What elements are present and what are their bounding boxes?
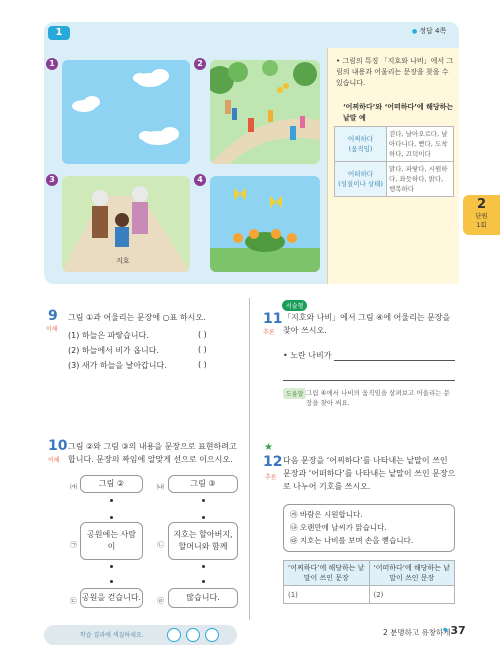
star-icon: ★	[264, 442, 273, 453]
q10-dot[interactable]	[110, 516, 113, 519]
word-type-key: 어떠하다 (성질이나 상태)	[335, 162, 387, 197]
picture-badge-1: 1	[46, 58, 58, 70]
butterfly-flower-illustration	[210, 176, 320, 272]
word-examples: 걷다, 날아오르다, 날아다니다, 뻗다, 도착하다, 끄덕이다	[387, 127, 454, 162]
self-check-label: 학습 결과에 색칠하세요.	[80, 632, 144, 639]
unit-label: 단원	[475, 212, 488, 220]
table-row	[284, 586, 455, 604]
q11-question: 「지호와 나비」에서 그림 ④에 어울리는 문장을 찾아 쓰시오.	[283, 313, 451, 335]
q12-answer-cell-2[interactable]: (2)	[369, 586, 455, 604]
q11-number: 11	[263, 311, 283, 327]
q9-question: 그림 ①과 어울리는 문장에 ○표 하시오.	[68, 313, 206, 322]
q12-level: 추론	[265, 474, 277, 481]
q10-mark-2: ㉡	[157, 541, 164, 549]
neutral-face-icon[interactable]	[186, 628, 200, 642]
q11-answer-line-1[interactable]	[334, 360, 455, 361]
q10-mark-4: ㉣	[157, 597, 164, 605]
q10-bot-box-2[interactable]: 많습니다.	[168, 588, 238, 608]
q9-option-1[interactable]: (1) 하늘은 파랗습니다.	[68, 331, 149, 340]
q12-question: 다음 문장을 ‘어찌하다’를 나타내는 낱말이 쓰인 문장과 ‘어떠하다’를 나타내는 낱말이 쓰인 문장으로 나누어 기호를 쓰시오.	[283, 456, 456, 491]
happy-face-icon[interactable]	[167, 628, 181, 642]
q10-question: 그림 ②와 그림 ③의 내용을 문장으로 표현하려고 합니다. 문장의 짜임에 알맞게 선으로 이으시오.	[68, 442, 237, 464]
q11-hint-tag: 도움말	[283, 388, 306, 399]
q12-col-header-1: ‘어찌하다’에 해당하는 낱말이 쓰인 문장	[284, 561, 370, 586]
q10-mid-box-1[interactable]: 공원에는 사람이	[80, 522, 143, 560]
q12-sentence-3: ㉰ 지호는 나비를 보며 손을 뻗습니다.	[290, 536, 414, 545]
answer-page-link[interactable]: ● 정답 4쪽	[412, 26, 446, 36]
q10-dot[interactable]	[110, 499, 113, 502]
q12-sentence-1: ㉮ 바람은 시원합니다.	[290, 510, 363, 519]
table-row	[335, 162, 454, 197]
q9-option-3[interactable]: (3) 새가 하늘을 날아갑니다.	[68, 361, 167, 370]
picture-badge-4: 4	[194, 174, 206, 186]
park-illustration	[210, 60, 320, 164]
q10-mark-na: ㈏	[157, 483, 164, 491]
session-label: 1회	[476, 221, 487, 229]
q9-option-2[interactable]: (2) 하늘에서 비가 옵니다.	[68, 346, 160, 355]
word-example-table	[334, 126, 454, 197]
q10-dot[interactable]	[202, 565, 205, 568]
q10-dot[interactable]	[110, 580, 113, 583]
q9-number: 9	[48, 308, 58, 324]
q12-answer-cell-1[interactable]: (1)	[284, 586, 370, 604]
page-number: ● 37	[443, 624, 466, 637]
q10-mark-3: ㉢	[70, 597, 77, 605]
q10-mark-ga: ㈎	[70, 483, 77, 491]
word-examples: 맑다, 파랗다, 시원하다, 좌듯하다, 밝다, 행복하다	[387, 162, 454, 197]
chapter-title: 2 분명하고 유창하게	[383, 628, 451, 637]
q12-number: 12	[263, 454, 283, 470]
section-number: 1	[48, 26, 70, 40]
q10-bot-box-1[interactable]: 공원을 걷습니다.	[80, 588, 143, 608]
picture-1	[62, 60, 190, 164]
q11-hint: 그림 ④에서 나비의 움직임을 살펴보고 어울리는 문장을 찾아 써요.	[306, 389, 450, 407]
q10-top-box-2[interactable]: 그림 ③	[168, 475, 238, 493]
q11-answer-line-2[interactable]	[283, 380, 455, 381]
picture-badge-2: 2	[194, 58, 206, 70]
table-row	[284, 561, 455, 586]
q10-level: 이해	[48, 457, 60, 464]
q10-dot[interactable]	[110, 565, 113, 568]
picture-badge-3: 3	[46, 174, 58, 186]
picture-caption-jiho: 지호	[116, 257, 130, 265]
q11-essay-tag: 서술형	[282, 300, 307, 311]
q11-answer-label: • 노란 나비가	[283, 351, 332, 360]
q9-level: 이해	[46, 326, 58, 333]
q10-mid-box-2[interactable]: 지호는 할아버지, 할머니와 함께	[168, 522, 238, 560]
q12-sentence-2: ㉯ 오랜만에 날씨가 맑습니다.	[290, 523, 387, 532]
picture-2	[210, 60, 320, 164]
q10-dot[interactable]	[202, 580, 205, 583]
q10-number: 10	[48, 438, 68, 454]
q10-top-box-1[interactable]: 그림 ②	[80, 475, 143, 493]
unit-side-tab	[463, 195, 500, 235]
word-type-key: 어찌하다 (움직임)	[335, 127, 387, 162]
q9-answer-blank-1[interactable]: ( )	[198, 330, 207, 339]
q11-level: 추론	[263, 329, 275, 336]
note-subtitle: ‘어찌하다’와 ‘어떠하다’에 해당하는 낱말 예	[343, 103, 454, 122]
sky-illustration	[62, 60, 190, 164]
q10-dot[interactable]	[202, 499, 205, 502]
q9-answer-blank-3[interactable]: ( )	[198, 360, 207, 369]
unit-number: 2	[476, 197, 487, 212]
column-divider	[249, 298, 250, 620]
q10-mark-1: ㉠	[70, 541, 77, 549]
sad-face-icon[interactable]	[205, 628, 219, 642]
q10-dot[interactable]	[202, 516, 205, 519]
q12-answer-table	[283, 560, 455, 604]
note-feature-text: • 그림의 특징 「지호와 나비」에서 그림의 내용과 어울리는 문장을 찾을 수 있습니다.	[336, 57, 454, 87]
picture-4	[210, 176, 320, 272]
table-row	[335, 127, 454, 162]
q12-col-header-2: ‘어떠하다’에 해당하는 낱말이 쓰인 문장	[369, 561, 455, 586]
q9-answer-blank-2[interactable]: ( )	[198, 345, 207, 354]
